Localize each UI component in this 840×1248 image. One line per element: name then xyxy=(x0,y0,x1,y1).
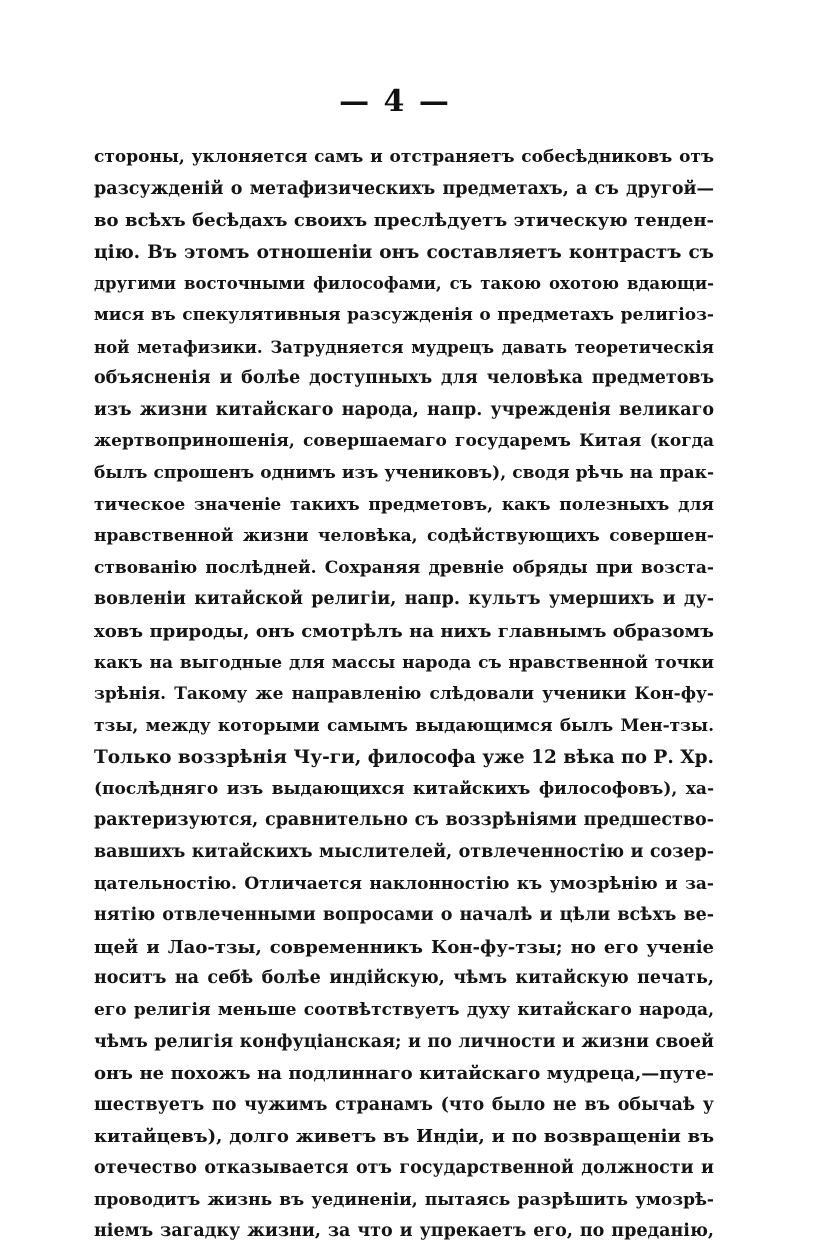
text-line: какъ на выгодные для массы народа съ нравственной точки xyxy=(94,652,714,673)
text-line: Только воззрѣнія Чу-ги, философа уже 12 вѣка по Р. Хр. xyxy=(94,747,714,769)
text-line: ствованію послѣдней. Сохраняя древніе обряды при возста- xyxy=(94,557,714,578)
text-line: зрѣнія. Такому же направленію слѣдовали ученики Кон-фу- xyxy=(94,684,714,705)
text-line: (послѣдняго изъ выдающихся китайскихъ философовъ), ха- xyxy=(94,778,714,799)
text-line: вавшихъ китайскихъ мыслителей, отвлеченностію и созер- xyxy=(94,842,714,863)
text-line: китайцевъ), долго живетъ въ Индіи, и по возвращеніи въ xyxy=(94,1126,714,1148)
text-line: жертвоприношенія, совершаемаго государемъ Китая (когда xyxy=(94,431,714,452)
text-line: цательностію. Отличается наклонностію къ умозрѣнію и за- xyxy=(94,873,714,894)
text-line: онъ не похожъ на подлиннаго китайскаго мудреца,—путе- xyxy=(94,1063,714,1085)
text-line: изъ жизни китайскаго народа, напр. учрежденія великаго xyxy=(94,399,714,420)
text-line: разсужденій о метафизическихъ предметахъ, а съ другой— xyxy=(94,178,714,199)
text-line: проводитъ жизнь въ уединеніи, пытаясь разрѣшить умозрѣ- xyxy=(94,1189,714,1210)
text-line: мися въ спекулятивныя разсужденія о предметахъ религіоз- xyxy=(94,304,714,325)
text-line: былъ спрошенъ однимъ изъ учениковъ), сводя рѣчь на прак- xyxy=(94,462,714,483)
text-line: цію. Въ этомъ отношеніи онъ составляетъ контрастъ съ xyxy=(94,241,714,263)
text-line: вовленіи китайской религіи, напр. культъ умершихъ и ду- xyxy=(94,589,714,610)
text-line: объясненія и болѣе доступныхъ для человѣка предметовъ xyxy=(94,368,714,389)
body-text xyxy=(94,142,714,1248)
text-line: тзы, между которыми самымъ выдающимся былъ Мен-тзы. xyxy=(94,715,714,736)
text-line: носитъ на себѣ болѣе индійскую, чѣмъ китайскую печать, xyxy=(94,968,714,989)
text-line: другими восточными философами, съ такою охотою вдающи- xyxy=(94,274,714,294)
text-line: тическое значеніе такихъ предметовъ, какъ полезныхъ для xyxy=(94,494,714,515)
text-line: ной метафизики. Затрудняется мудрецъ давать теоретическія xyxy=(94,337,714,357)
text-line: чѣмъ религія конфуціанская; и по личности и жизни своей xyxy=(94,1031,714,1052)
text-line: нравственной жизни человѣка, содѣйствующихъ совершен- xyxy=(94,526,714,547)
text-line: его религія меньше соотвѣтствуетъ духу китайскаго народа, xyxy=(94,1000,714,1021)
text-line: рактеризуются, сравнительно съ воззрѣніями предшество- xyxy=(94,810,714,831)
text-line: стороны, уклоняется самъ и отстраняетъ собесѣдниковъ отъ xyxy=(94,147,714,167)
page-number: — 4 — xyxy=(339,84,451,119)
text-line: щей и Лао-тзы, современникъ Кон-фу-тзы; но его ученіе xyxy=(94,936,714,958)
text-line: отечество отказывается отъ государственной должности и xyxy=(94,1158,714,1178)
text-line: ніемъ загадку жизни, за что и упрекаетъ его, по преданію, xyxy=(94,1221,714,1242)
text-line: ховъ природы, онъ смотрѣлъ на нихъ главнымъ образомъ xyxy=(94,620,714,642)
text-line: шествуетъ по чужимъ странамъ (что было не въ обычаѣ у xyxy=(94,1094,714,1115)
text-line: во всѣхъ бесѣдахъ своихъ преслѣдуетъ этическую тенден- xyxy=(94,210,714,232)
text-line: нятію отвлеченными вопросами о началѣ и цѣли всѣхъ ве- xyxy=(94,905,714,926)
